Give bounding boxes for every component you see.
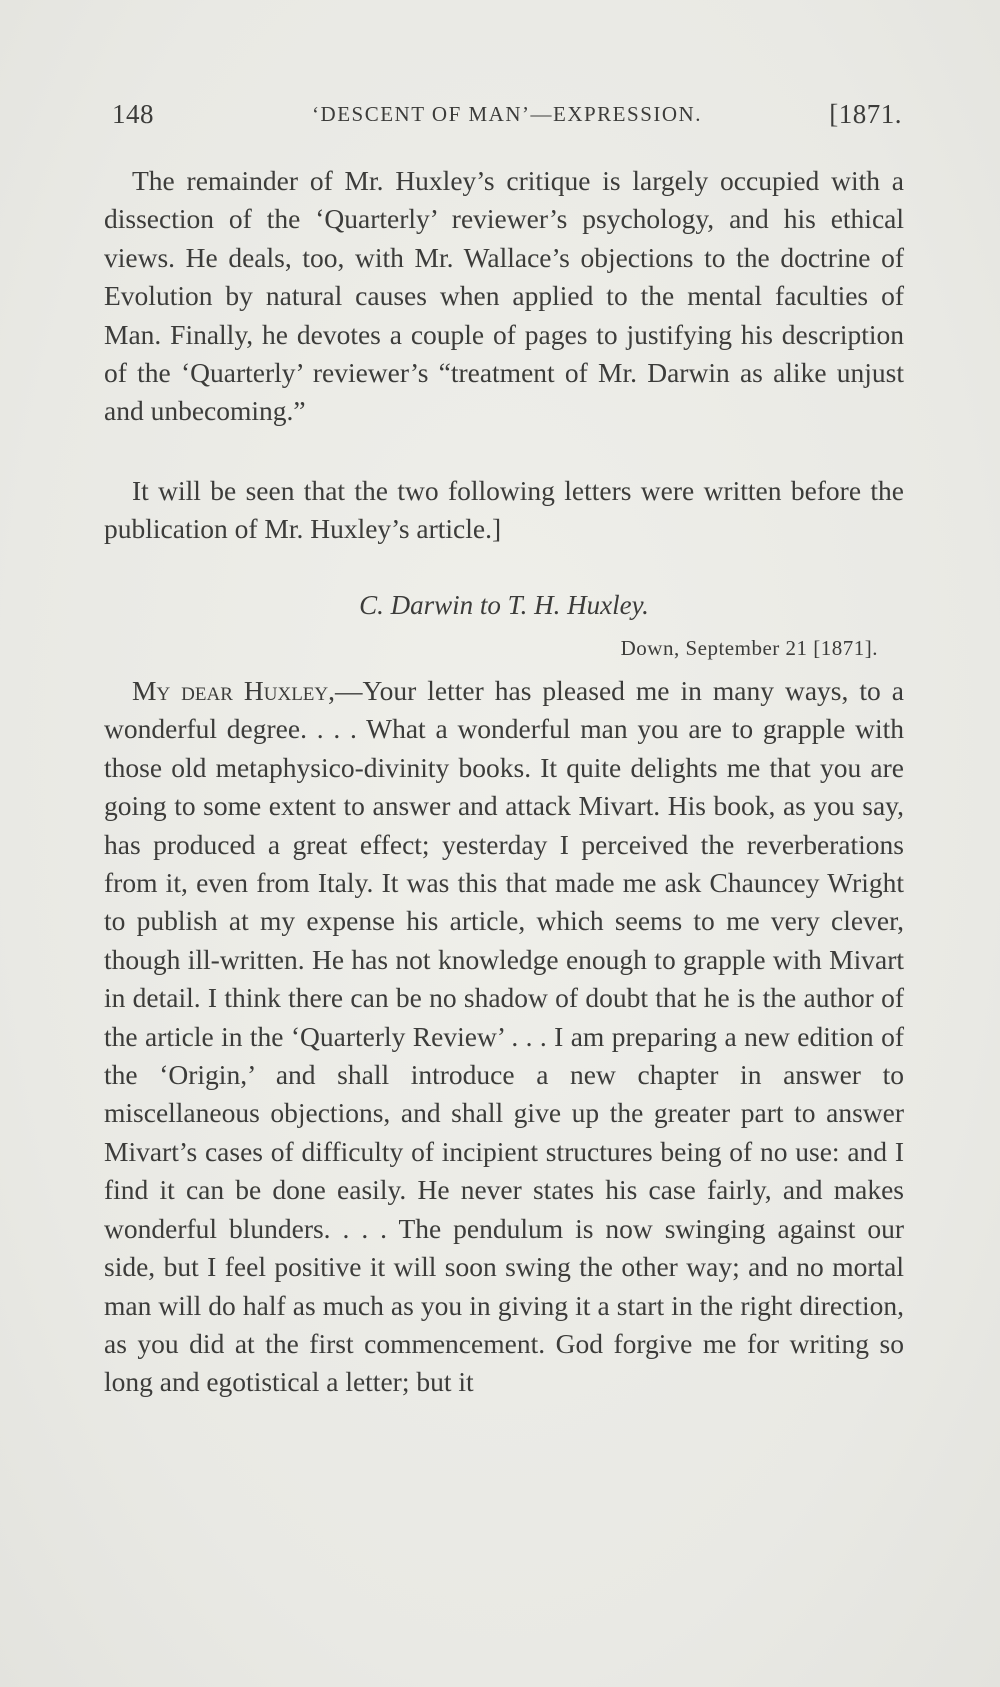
letter-body bbox=[104, 672, 904, 1402]
page-number: 148 bbox=[112, 99, 154, 129]
paragraph-letters-note: It will be seen that the two following letters were written before the publication of Mr. Huxley’s article.] bbox=[104, 475, 904, 545]
letter-salutation: My dear Huxley, bbox=[132, 675, 336, 706]
letter-body-text: —Your letter has pleased me in many ways, to a wonderful degree. . . . What a wonderful man you are to grapple with those old metaphysico-divinity books. It quite delights me that you are going to some extent to answer and attack Mivart. His book, as you say, has produced a great effect; yesterday I perceived the reverberations from it, even from Italy. It was this that made me ask Chauncey Wright to publish at my expense his article, which seems to me very clever, though ill-written. He has not knowledge enough to grapple with Mivart in detail. I think there can be no shadow of doubt that he is the author of the article in the ‘Quarterly Review’ . . . I am preparing a new edition of the ‘Origin,’ and shall introduce a new chapter in answer to miscellaneous objections, and shall give up the greater part to answer Mivart’s cases of difficulty of incipient structures being of no use: and I find it can be done easily. He never states his case fairly, and makes wonderful blunders. . . . The pendulum is now swinging against our side, but I feel positive it will soon swing the other way; and no mortal man will do half as much as you in giving it a start in the right direction, as you did at the first commencement. God forgive me for writing so long and egotistical a letter; but it bbox=[104, 675, 904, 1398]
running-head: ‘DESCENT OF MAN’—EXPRESSION. bbox=[312, 102, 702, 126]
paragraph-huxley-critique: The remainder of Mr. Huxley’s critique is largely occupied with a dissection of the ‘Quarterly’ reviewer’s psychology, and his ethical views. He deals, too, with Mr. Wallace’s objections to the doctrine of Evolution by natural causes when applied to the mental faculties of Man. Finally, he devotes a couple of pages to justifying his description of the ‘Quarterly’ reviewer’s “treatment of Mr. Darwin as alike unjust and unbecoming.” bbox=[104, 165, 904, 427]
header-year: [1871. bbox=[829, 99, 902, 129]
letter-heading: C. Darwin to T. H. Huxley. bbox=[359, 590, 649, 620]
page-header bbox=[112, 99, 902, 139]
letter-dateline: Down, September 21 [1871]. bbox=[620, 636, 878, 660]
